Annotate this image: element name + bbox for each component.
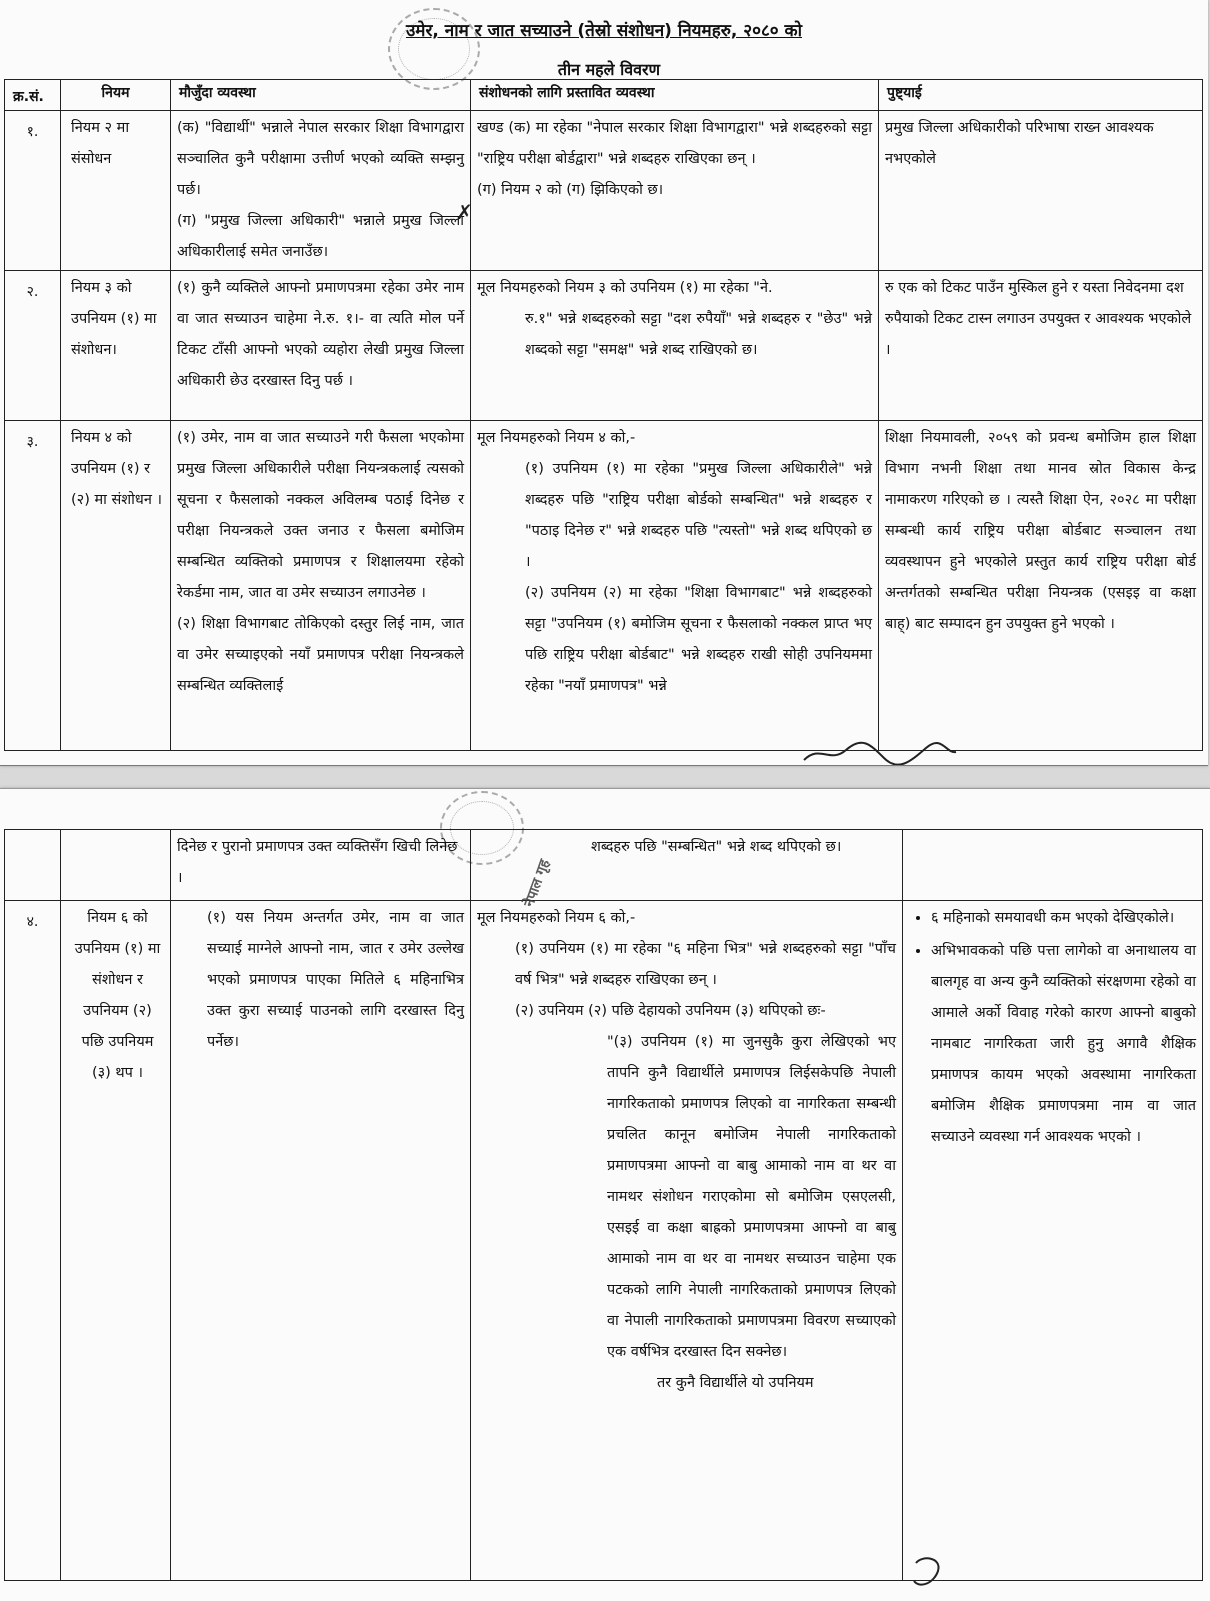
- document-subtitle: तीन महले विवरण: [557, 60, 661, 79]
- list-item: • ६ महिनाको समयावधी कम भएको देखिएकोले।: [931, 903, 1196, 934]
- row-rule: [61, 830, 171, 901]
- column-header-rule: नियम: [61, 80, 171, 111]
- proposed-intro: मूल नियमहरुको नियम ४ को,-: [477, 430, 636, 446]
- proposed-clause: खण्ड (क) मा रहेका "नेपाल सरकार शिक्षा विभागद्वारा" भन्ने शब्दहरुको सट्टा "राष्ट्रिय परीक्षा बोर्डद्वारा" भन्ने शब्दहरु राखिएका छन् ।: [477, 120, 872, 167]
- column-header-existing: मौजुँदा व्यवस्था: [171, 80, 471, 111]
- existing-clause: (ग) "प्रमुख जिल्ला अधिकारी" भन्नाले प्रमुख जिल्ला अधिकारीलाई समेत जनाउँछ।: [177, 213, 464, 260]
- table-header-row: [5, 80, 1203, 111]
- table-row: [5, 271, 1203, 421]
- row-justification: शिक्षा नियमावली, २०५९ को प्रवन्ध बमोजिम हाल शिक्षा विभाग नभनी शिक्षा तथा मानव स्रोत विकास केन्द्र नामाकरण गरिएको छ । त्यस्तै शिक्षा ऐन, २०२८ मा परीक्षा सम्बन्धी कार्य राष्ट्रिय परीक्षा बोर्डबाट सञ्चालन तथा व्यवस्थापन हुने भएकोले प्रस्तुत कार्य राष्ट्रिय परीक्षा बोर्ड अन्तर्गतको सम्बन्धित परीक्षा नियन्त्रक (एसइइ वा कक्षा बाह्) बाट सम्पादन हुन उपयुक्त हुने भएको ।: [879, 421, 1203, 751]
- proposed-intro: मूल नियमहरुको नियम ३ को उपनियम (१) मा रहेका "ने.: [477, 280, 773, 296]
- row-justification: [903, 901, 1203, 1581]
- row-existing: [171, 111, 471, 271]
- document-page-2: [0, 788, 1210, 1601]
- row-sn: ३.: [5, 421, 61, 751]
- row-existing: दिनेछ र पुरानो प्रमाणपत्र उक्त व्यक्तिसँग खिची लिनेछ ।: [171, 830, 471, 901]
- existing-clause: (२) शिक्षा विभागबाट तोकिएको दस्तुर लिई नाम, जात वा उमेर सच्याइएको नयाँ प्रमाणपत्र परीक्षा नियन्त्रकले सम्बन्धित व्यक्तिलाई: [177, 616, 464, 694]
- existing-clause: (१) यस नियम अन्तर्गत उमेर, नाम वा जात सच्याई माग्नेले आफ्नो नाम, जात र उमेर उल्लेख भएको प्रमाणपत्र पाएका मितिले ६ महिनाभित्र उक्त कुरा सच्याई पाउनको लागि दरखास्त दिनु पर्नेछ।: [207, 910, 464, 1050]
- proposed-clause: (२) उपनियम (२) मा रहेका "शिक्षा विभागबाट" भन्ने शब्दहरुको सट्टा "उपनियम (१) बमोजिम सूचना र फैसलाको नक्कल प्राप्त भए पछि राष्ट्रिय परीक्षा बोर्डबाट" भन्ने शब्दहरु राखी सोही उपनियममा रहेका "नयाँ प्रमाणपत्र" भन्ने: [525, 585, 872, 694]
- row-justification: प्रमुख जिल्ला अधिकारीको परिभाषा राख्न आवश्यक नभएकोले: [879, 111, 1203, 271]
- proposed-clause: शब्दहरु पछि "सम्बन्धित" भन्ने शब्द थपिएको छ।: [591, 839, 842, 855]
- stamp-label: नेपाल गृह: [521, 857, 554, 909]
- handwritten-cross-mark: ✗: [456, 200, 473, 224]
- row-existing: [171, 421, 471, 751]
- row-proposed: [471, 271, 879, 421]
- existing-clause: (क) "विद्यार्थी" भन्नाले नेपाल सरकार शिक्षा विभागद्वारा सञ्चालित कुनै परीक्षामा उत्तीर्ण भएको व्यक्ति सम्झनु पर्छ।: [177, 120, 464, 198]
- row-proposed: [471, 901, 903, 1581]
- row-justification: [903, 830, 1203, 901]
- signature-scribble: [908, 1553, 948, 1593]
- row-existing: [171, 901, 471, 1581]
- row-proposed: [471, 421, 879, 751]
- column-header-proposed: संशोधनको लागि प्रस्तावित व्यवस्था: [471, 80, 879, 111]
- row-rule: नियम ६ को उपनियम (१) मा संशोधन र उपनियम (२) पछि उपनियम (३) थप ।: [61, 901, 171, 1581]
- document-page-1: [0, 0, 1208, 766]
- row-sn: २.: [5, 271, 61, 421]
- table-row: [5, 111, 1203, 271]
- row-existing: [171, 271, 471, 421]
- existing-clause: (१) कुनै व्यक्तिले आफ्नो प्रमाणपत्रमा रहेका उमेर नाम वा जात सच्याउन चाहेमा ने.रु. १।- वा त्यति मोल पर्ने टिकट टाँसी आफ्नो भएको व्यहोरा लेखी प्रमुख जिल्ला अधिकारी छेउ दरखास्त दिनु पर्छ ।: [177, 280, 464, 389]
- table-row-continuation: [5, 830, 1203, 901]
- row-justification: रु एक को टिकट पाउँन मुस्किल हुने र यस्ता निवेदनमा दश रुपैयाको टिकट टास्न लगाउन उपयुक्त र आवश्यक भएकोले ।: [879, 271, 1203, 421]
- existing-clause: (१) उमेर, नाम वा जात सच्याउने गरी फैसला भएकोमा प्रमुख जिल्ला अधिकारीले परीक्षा नियन्त्रकलाई त्यसको सूचना र फैसलाको नक्कल अविलम्ब पठाई दिनेछ र परीक्षा नियन्त्रकले उक्त जनाउ र फैसला बमोजिम सम्बन्धित व्यक्तिको प्रमाणपत्र र शिक्षालयमा रहेको रेकर्डमा नाम, जात वा उमेर सच्याउन लगाउनेछ ।: [177, 430, 464, 601]
- column-header-sn: क्र.सं.: [5, 80, 61, 111]
- signature-scribble: [800, 740, 960, 766]
- row-sn: १.: [5, 111, 61, 271]
- proposed-tail: तर कुनै विद्यार्थीले यो उपनियम: [657, 1375, 814, 1391]
- proposed-clause: (१) उपनियम (१) मा रहेका "प्रमुख जिल्ला अधिकारीले" भन्ने शब्दहरु पछि "राष्ट्रिय परीक्षा बोर्डको सम्बन्धित" भन्ने शब्दहरु र "पठाइ दिनेछ र" भन्ने शब्दहरु पछि "त्यस्तो" भन्ने शब्द थपिएको छ ।: [525, 461, 872, 570]
- row-proposed: [471, 111, 879, 271]
- proposed-quote: "(३) उपनियम (१) मा जुनसुकै कुरा लेखिएको भए तापनि कुनै विद्यार्थीले प्रमाणपत्र लिईसकेपछि नेपाली नागरिकताको प्रमाणपत्र लिएको वा नागरिकता सम्बन्धी प्रचलित कानून बमोजिम नेपाली नागरिकताको प्रमाणपत्रमा आफ्नो वा बाबु आमाको नाम वा थर वा नामथर संशोधन गराएकोमा सो बमोजिम एसएलसी, एसइई वा कक्षा बाह्रको प्रमाणपत्रमा आफ्नो वा बाबु आमाको नाम वा थर वा नामथर सच्याउन चाहेमा एक पटकको लागि नेपाली नागरिकताको प्रमाणपत्र लिएको वा नेपाली नागरिकताको प्रमाणपत्रमा विवरण सच्याएको एक वर्षभित्र दरखास्त दिन सक्नेछ।: [607, 1034, 896, 1360]
- column-header-justification: पुष्ट्याई: [879, 80, 1203, 111]
- justification-list: [909, 903, 1196, 1153]
- document-title: उमेर, नाम र जात सच्याउने (तेस्रो संशोधन) नियमहरु, २०८० को: [405, 21, 803, 41]
- proposed-intro: मूल नियमहरुको नियम ६ को,-: [477, 910, 636, 926]
- proposed-clause: रु.१" भन्ने शब्दहरुको सट्टा "दश रुपैयाँ" भन्ने शब्दहरु र "छेउ" भन्ने शब्दको सट्टा "समक्ष" भन्ने शब्द राखिएको छ।: [525, 311, 872, 358]
- proposed-clause: (२) उपनियम (२) पछि देहायको उपनियम (३) थपिएको छः-: [515, 1003, 826, 1019]
- proposed-clause: (ग) नियम २ को (ग) झिकिएको छ।: [477, 182, 664, 198]
- table-row: [5, 901, 1203, 1581]
- comparison-table: [4, 79, 1203, 751]
- row-rule: नियम ४ को उपनियम (१) र (२) मा संशोधन ।: [61, 421, 171, 751]
- row-sn: [5, 830, 61, 901]
- list-item: • अभिभावकको पछि पत्ता लागेको वा अनाथालय वा बालगृह वा अन्य कुनै व्यक्तिको संरक्षणमा रहेको वा आमाले अर्को विवाह गरेको कारण आफ्नो बाबुको नामबाट नागरिकता जारी हुनु अगावै शैक्षिक प्रमाणपत्र कायम भएको अवस्थामा नागरिकता बमोजिम शैक्षिक प्रमाणपत्रमा नाम वा जात सच्याउने व्यवस्था गर्न आवश्यक भएको ।: [931, 936, 1196, 1153]
- table-row: [5, 421, 1203, 751]
- comparison-table-continued: [4, 829, 1203, 1581]
- row-rule: नियम ३ को उपनियम (१) मा संशोधन।: [61, 271, 171, 421]
- row-rule: नियम २ मा संसोधन: [61, 111, 171, 271]
- proposed-clause: (१) उपनियम (१) मा रहेका "६ महिना भित्र" भन्ने शब्दहरुको सट्टा "पाँच वर्ष भित्र" भन्ने शब्दहरु राखिएका छन् ।: [515, 941, 896, 988]
- row-sn: ४.: [5, 901, 61, 1581]
